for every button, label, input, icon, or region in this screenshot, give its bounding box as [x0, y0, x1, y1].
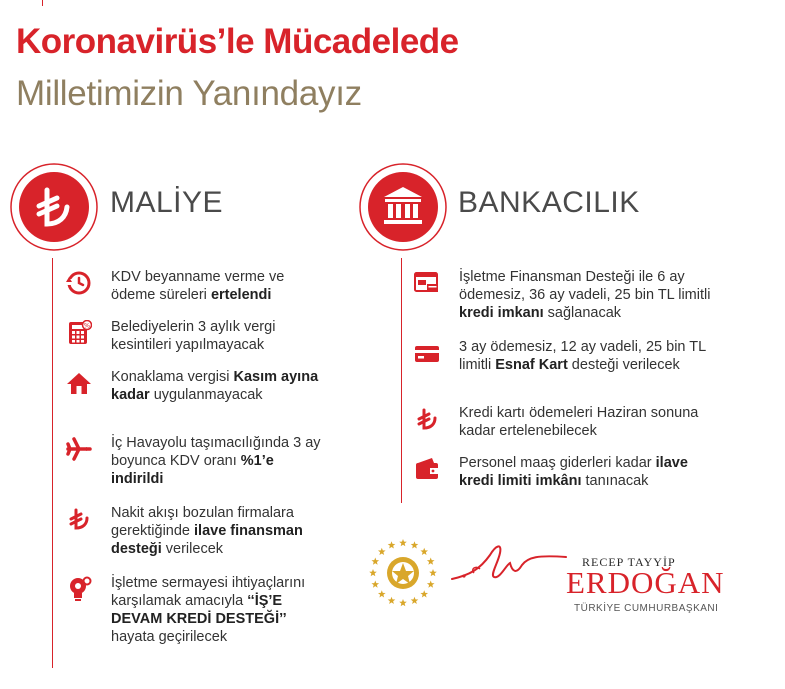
calculator-icon	[66, 320, 92, 346]
list-item	[414, 338, 719, 374]
signature-role: TÜRKİYE CUMHURBAŞKANI	[574, 603, 719, 614]
item-text: İşletme sermayesi ihtiyaçlarını karşılamak amacıyla ‘‘İŞ’E DEVAM KREDİ DESTEĞİ’’ hayata geçirilecek	[111, 575, 306, 645]
presidential-seal-icon	[366, 536, 440, 610]
lira-icon	[66, 506, 92, 532]
item-text: Nakit akışı bozulan firmalara gerektiğinde ilave finansman desteği verilecek	[111, 505, 303, 557]
bank-icon	[358, 162, 448, 252]
item-text: İç Havayolu taşımacılığında 3 ay boyunca KDV oranı %1’e indirildi	[111, 435, 321, 487]
browser-cards-icon	[414, 270, 440, 296]
list-item	[66, 434, 326, 488]
lira-icon	[9, 162, 99, 252]
bankacilik-divider	[401, 258, 402, 503]
list-item	[66, 268, 326, 304]
list-item	[414, 404, 719, 440]
signature-name-line1: RECEP TAYYİP	[582, 555, 676, 569]
svg-text:%: %	[83, 321, 91, 330]
wallet-icon	[414, 456, 440, 482]
item-text: Konaklama vergisi Kasım ayına kadar uygulanmayacak	[111, 369, 319, 403]
bankacilik-title: BANKACILIK	[458, 186, 640, 219]
item-text: 3 ay ödemesiz, 12 ay vadeli, 25 bin TL limitli Esnaf Kart desteği verilecek	[459, 339, 706, 373]
signature-icon	[450, 535, 570, 595]
top-accent-tick	[42, 0, 43, 6]
list-item	[414, 454, 719, 490]
item-text: Personel maaş giderleri kadar ilave kredi limiti imkânı tanınacak	[459, 455, 688, 489]
credit-card-icon	[414, 340, 440, 366]
maliye-title: MALİYE	[110, 186, 224, 219]
lira-icon	[414, 406, 440, 432]
item-text: Belediyelerin 3 aylık vergi kesintileri yapılmayacak	[111, 319, 276, 353]
list-item	[414, 268, 719, 322]
item-text: Kredi kartı ödemeleri Haziran sonuna kadar ertelenebilecek	[459, 405, 699, 439]
history-clock-icon	[66, 270, 92, 296]
list-item	[66, 574, 326, 646]
item-text: İşletme Finansman Desteği ile 6 ay ödemesiz, 36 ay vadeli, 25 bin TL limitli kredi imkanı sağlanacak	[459, 269, 711, 321]
list-item	[66, 368, 326, 404]
airplane-icon	[66, 436, 92, 462]
page-title: Koronavirüs’le Mücadelede	[16, 22, 459, 61]
page-subtitle: Milletimizin Yanındayız	[16, 74, 362, 113]
house-icon	[66, 370, 92, 396]
lightbulb-gear-icon	[66, 576, 92, 602]
list-item	[66, 318, 326, 354]
signature-name-line2: ERDOĞAN	[566, 565, 725, 600]
maliye-divider	[52, 258, 53, 668]
item-text: KDV beyanname verme ve ödeme süreleri ertelendi	[111, 269, 285, 303]
list-item	[66, 504, 326, 558]
